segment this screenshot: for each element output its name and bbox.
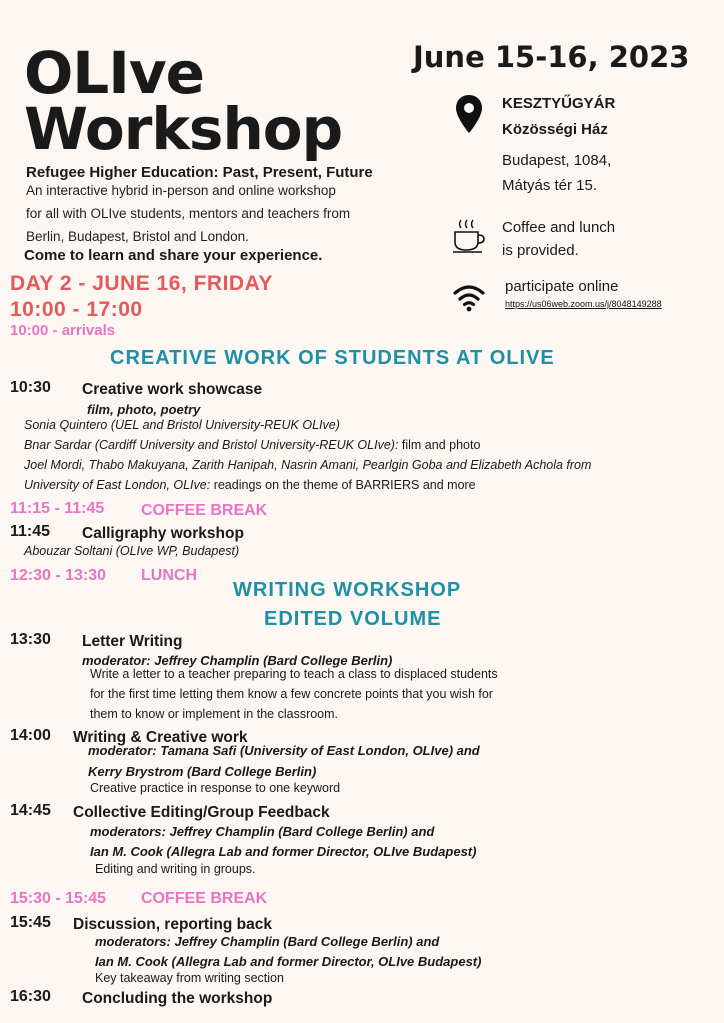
section-heading-creative-work: CREATIVE WORK OF STUDENTS AT OLIVE xyxy=(110,347,555,369)
coffee-break-2-time: 15:30 - 15:45 xyxy=(10,890,107,907)
discussion-title: Discussion, reporting back xyxy=(73,916,272,933)
venue-name: KESZTYŰGYÁR xyxy=(502,95,616,112)
showcase-line-3: Joel Mordi, Thabo Makuyana, Zarith Hanipah, Nasrin Amani, Pearlgin Goba and Elizabeth Achola from xyxy=(24,458,592,472)
description-line-2: for all with OLIve students, mentors and teachers from xyxy=(26,206,351,221)
collective-editing-moderator-1: moderators: Jeffrey Champlin (Bard College Berlin) and xyxy=(90,824,435,839)
location-pin-icon xyxy=(454,94,484,134)
calligraphy-title: Calligraphy workshop xyxy=(82,525,244,542)
description-line-1: An interactive hybrid in-person and online workshop xyxy=(26,183,336,198)
showcase-subtitle: film, photo, poetry xyxy=(87,402,201,417)
letter-writing-title: Letter Writing xyxy=(82,633,183,650)
day-title: DAY 2 - JUNE 16, FRIDAY xyxy=(10,272,273,295)
time-1545: 15:45 xyxy=(10,914,51,931)
letter-writing-moderator: moderator: Jeffrey Champlin (Bard College Berlin) xyxy=(82,653,393,668)
showcase-line-4-italic: University of East London, OLIve: xyxy=(24,478,211,492)
catering-line-2: is provided. xyxy=(502,242,579,259)
writing-creative-title: Writing & Creative work xyxy=(73,729,248,746)
arrivals: 10:00 - arrivals xyxy=(10,322,116,339)
coffee-break-1-time: 11:15 - 11:45 xyxy=(10,500,105,517)
letter-writing-text-3: them to know or implement in the classroom. xyxy=(90,707,339,721)
catering-line-1: Coffee and lunch xyxy=(502,219,616,236)
concluding-title: Concluding the workshop xyxy=(82,990,273,1007)
discussion-moderator-1: moderators: Jeffrey Champlin (Bard College Berlin) and xyxy=(95,934,440,949)
collective-editing-title: Collective Editing/Group Feedback xyxy=(73,804,330,821)
showcase-line-1: Sonia Quintero (UEL and Bristol University-REUK OLIve) xyxy=(24,418,340,432)
showcase-line-4-plain: readings on the theme of BARRIERS and more xyxy=(210,478,476,492)
section-heading-writing-workshop: WRITING WORKSHOP xyxy=(233,579,462,601)
wifi-icon xyxy=(452,282,486,312)
coffee-break-2-label: COFFEE BREAK xyxy=(141,890,268,907)
time-1400: 14:00 xyxy=(10,727,51,744)
time-1145: 11:45 xyxy=(10,523,51,540)
description-line-3: Berlin, Budapest, Bristol and London. xyxy=(26,229,249,244)
collective-editing-text: Editing and writing in groups. xyxy=(95,862,256,876)
showcase-line-4 xyxy=(24,478,476,492)
showcase-line-2 xyxy=(24,438,480,452)
letter-writing-text-1: Write a letter to a teacher preparing to teach a class to displaced students xyxy=(90,667,498,681)
subtitle: Refugee Higher Education: Past, Present, Future xyxy=(26,164,373,181)
venue-street: Mátyás tér 15. xyxy=(502,177,598,194)
showcase-line-2-italic: Bnar Sardar (Cardiff University and Bristol University-REUK OLIve): xyxy=(24,438,399,452)
time-1330: 13:30 xyxy=(10,631,51,648)
writing-creative-moderator-1: moderator: Tamana Safi (University of East London, OLIve) and xyxy=(88,743,480,758)
coffee-cup-icon xyxy=(452,218,486,254)
venue-city: Budapest, 1084, xyxy=(502,152,612,169)
venue-house: Közösségi Ház xyxy=(502,121,608,138)
time-1030: 10:30 xyxy=(10,379,51,396)
day-hours: 10:00 - 17:00 xyxy=(10,298,143,321)
coffee-break-1-label: COFFEE BREAK xyxy=(141,502,268,519)
participate-online-label: participate online xyxy=(505,278,619,295)
time-1445: 14:45 xyxy=(10,802,51,819)
title-line-1: OLIve xyxy=(24,39,204,107)
zoom-link[interactable]: https://us06web.zoom.us/j/8048149288 xyxy=(505,299,662,309)
showcase-line-2-plain: film and photo xyxy=(398,438,481,452)
collective-editing-moderator-2: Ian M. Cook (Allegra Lab and former Director, OLIve Budapest) xyxy=(90,844,477,859)
event-date: June 15-16, 2023 xyxy=(413,40,690,74)
showcase-title: Creative work showcase xyxy=(82,381,263,398)
discussion-moderator-2: Ian M. Cook (Allegra Lab and former Director, OLIve Budapest) xyxy=(95,954,482,969)
discussion-text: Key takeaway from writing section xyxy=(95,971,284,985)
letter-writing-text-2: for the first time letting them know a few concrete points that you wish for xyxy=(90,687,493,701)
lunch-time: 12:30 - 13:30 xyxy=(10,567,107,584)
lunch-label: LUNCH xyxy=(141,567,197,584)
section-heading-edited-volume: EDITED VOLUME xyxy=(264,608,442,630)
time-1630: 16:30 xyxy=(10,988,51,1005)
call-to-action: Come to learn and share your experience. xyxy=(24,247,323,264)
writing-creative-text: Creative practice in response to one keyword xyxy=(90,781,341,795)
calligraphy-person: Abouzar Soltani (OLIve WP, Budapest) xyxy=(24,544,240,558)
writing-creative-moderator-2: Kerry Brystrom (Bard College Berlin) xyxy=(88,764,317,779)
title-line-2: Workshop xyxy=(24,95,343,163)
